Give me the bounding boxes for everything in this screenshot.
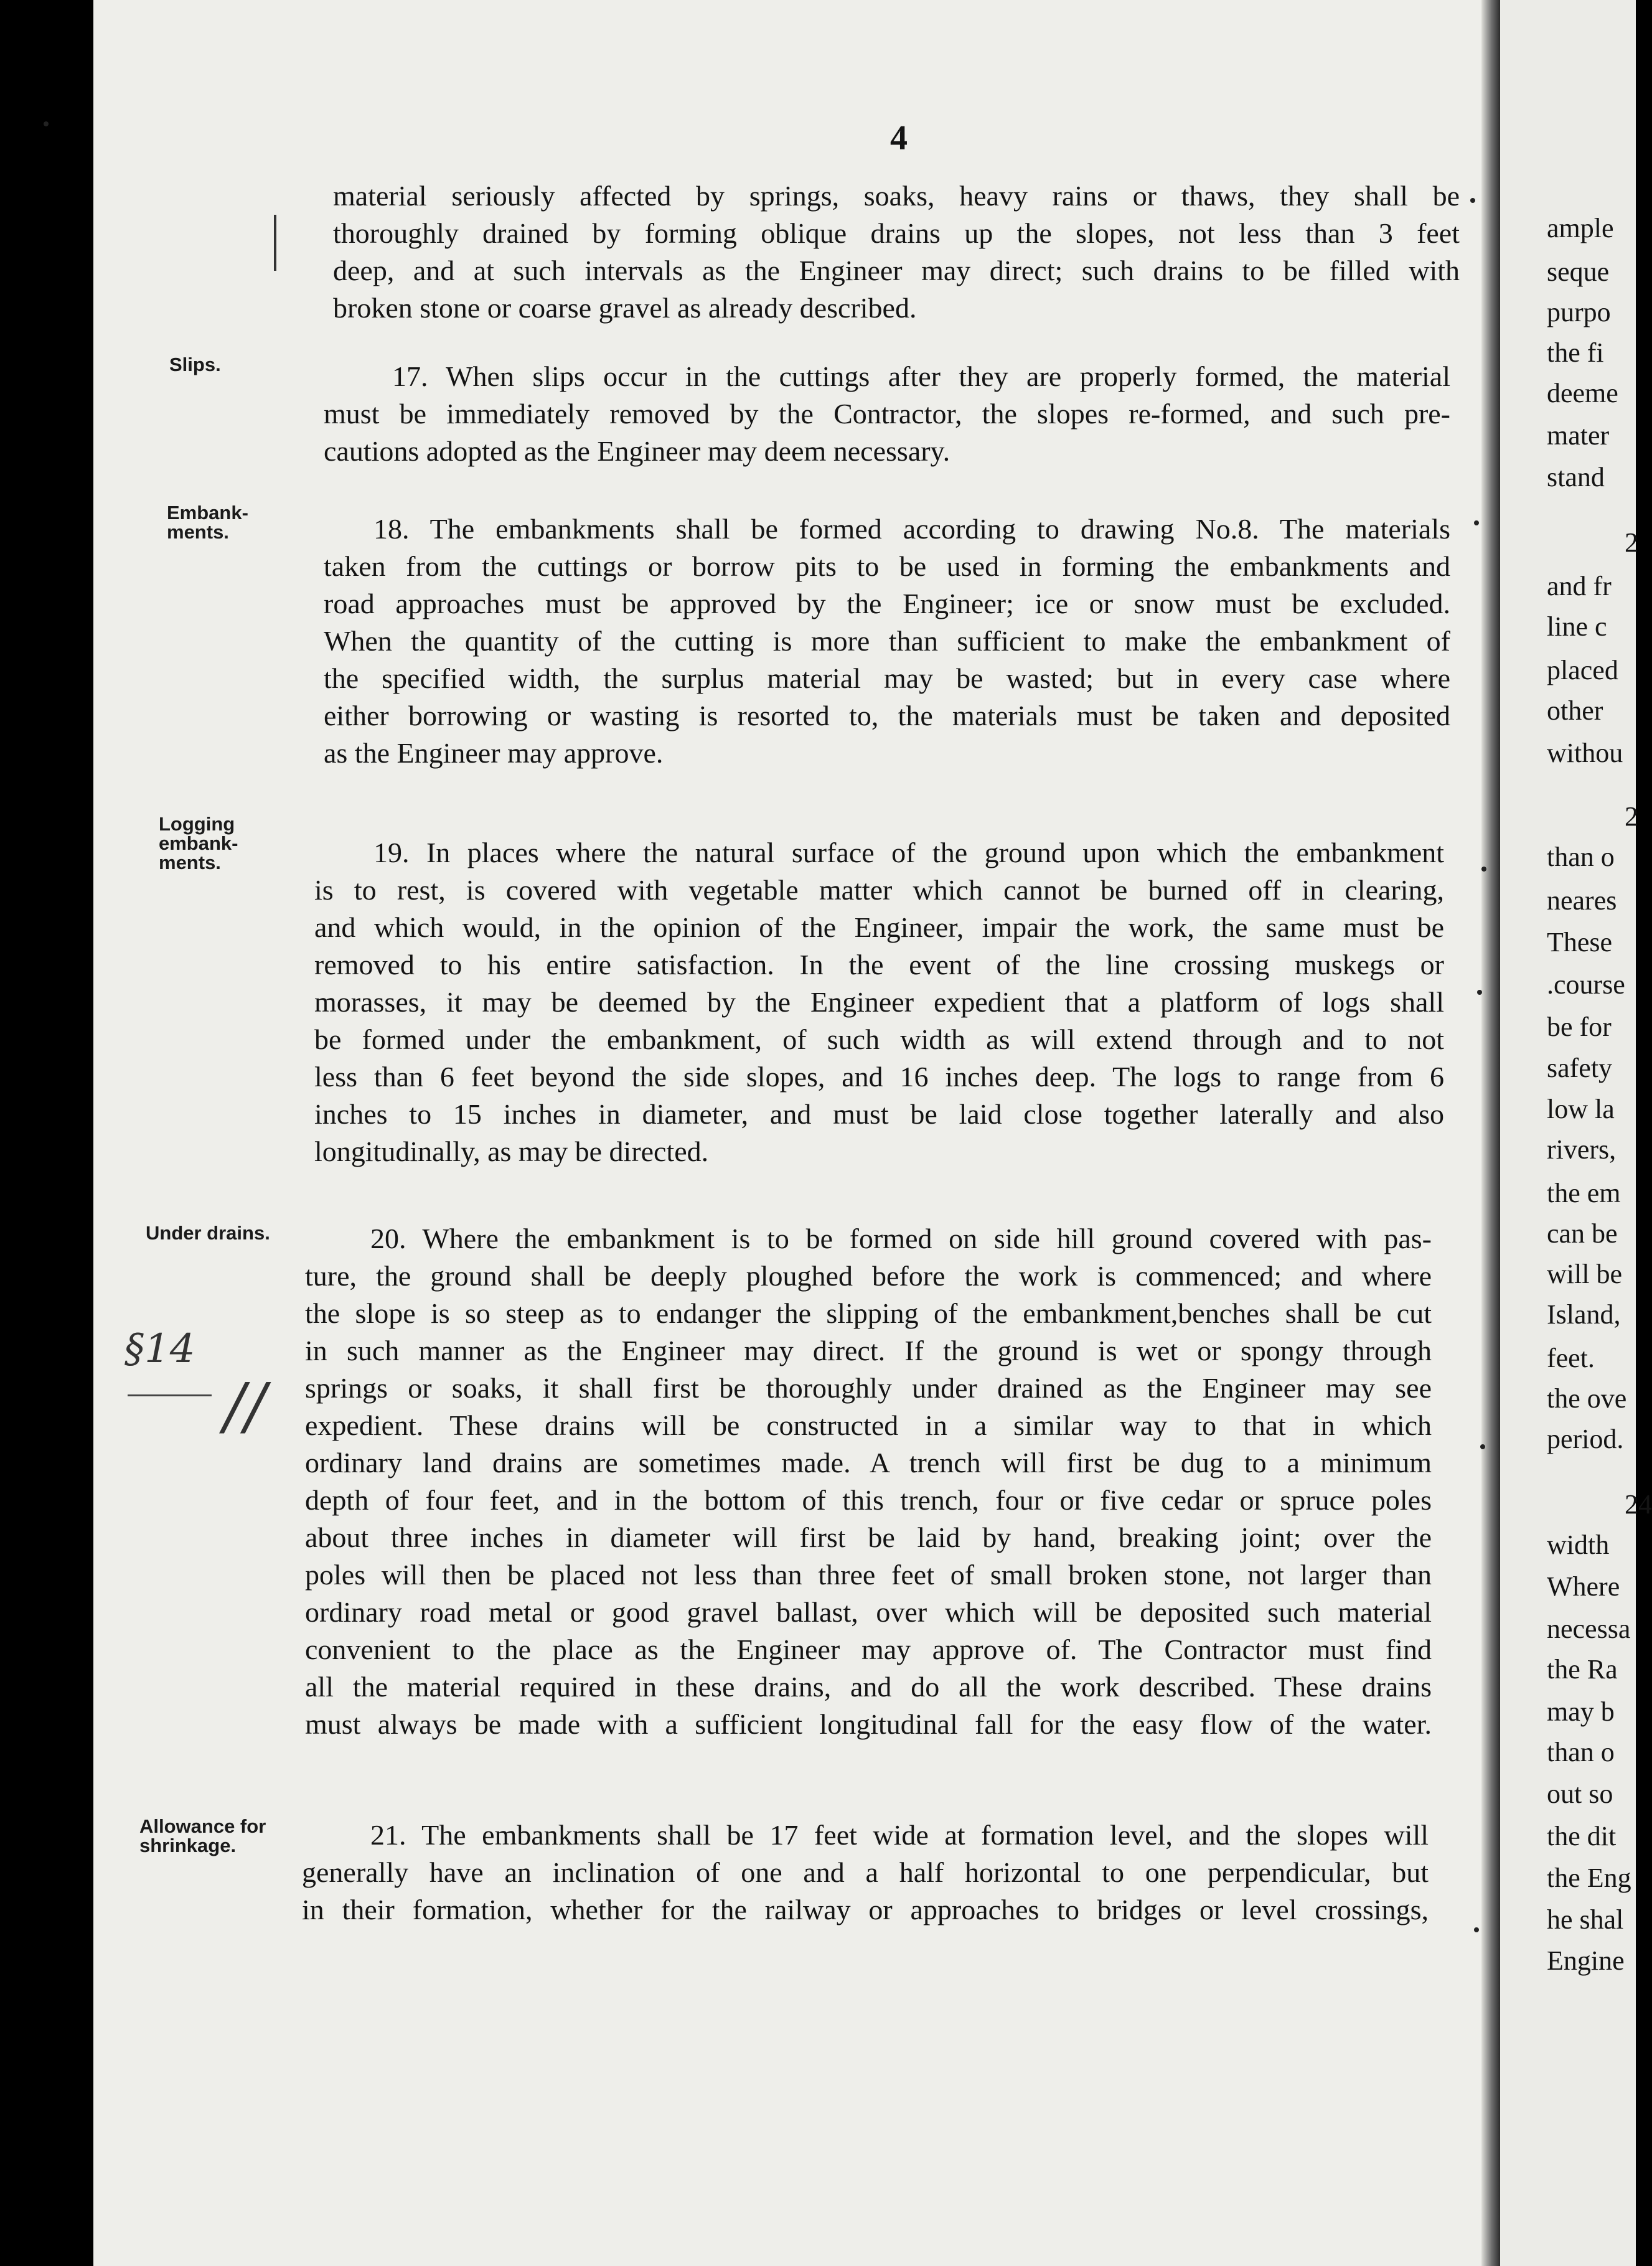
scan-speck	[44, 121, 49, 126]
text-line: as the Engineer may approve.	[324, 737, 664, 769]
text-line: generally have an inclination of one and a half horizontal to one perpendicular, but	[302, 1856, 1429, 1888]
adjacent-page-fragment: out so	[1547, 1779, 1613, 1809]
text-line: 18. The embankments shall be formed according to drawing No.8. The materials	[373, 513, 1450, 545]
text-line: ordinary land drains are sometimes made. A trench will first be dug to a minimum	[305, 1447, 1432, 1479]
margin-note-under-drains	[146, 1223, 270, 1243]
adjacent-page-fragment: width	[1547, 1530, 1610, 1560]
margin-note-allowance	[139, 1817, 266, 1855]
adjacent-page-fragment: .course	[1547, 969, 1625, 1000]
handwritten-strokes-text: //	[224, 1370, 266, 1442]
text-line: must be immediately removed by the Contractor, the slopes re-formed, and such pre-	[324, 398, 1450, 430]
margin-note-line: ments.	[159, 852, 221, 873]
adjacent-page-fragment: withou	[1547, 738, 1623, 768]
adjacent-page-fragment: the ove	[1547, 1383, 1627, 1414]
margin-note-line: Allowance for	[139, 1815, 266, 1837]
text-line: 20. Where the embankment is to be formed on side hill ground covered with pas-	[370, 1223, 1432, 1254]
margin-note-line: embank-	[159, 832, 238, 854]
text-line: ture, the ground shall be deeply ploughed before the work is commenced; and where	[305, 1260, 1432, 1292]
text-line: ordinary road metal or good gravel ballast, over which will be deposited such material	[305, 1596, 1432, 1628]
adjacent-page-fragment: safety	[1547, 1053, 1613, 1083]
text-line: longitudinally, as may be directed.	[314, 1135, 709, 1167]
adjacent-page-fragment: be for	[1547, 1012, 1612, 1042]
text-line: poles will then be placed not less than three feet of small broken stone, not larger than	[305, 1559, 1432, 1591]
adjacent-page-fragment: placed	[1547, 655, 1618, 685]
text-line: taken from the cuttings or borrow pits to be used in forming the embankments and	[324, 550, 1450, 582]
paragraph-17	[324, 358, 1450, 470]
text-line: inches to 15 inches in diameter, and must be laid close together laterally and also	[314, 1098, 1444, 1130]
text-line: thoroughly drained by forming oblique drains up the slopes, not less than 3 feet	[333, 217, 1460, 249]
adjacent-page-fragment: seque	[1547, 256, 1610, 287]
text-line: the specified width, the surplus material may be wasted; but in every case where	[324, 662, 1450, 694]
adjacent-page-fragment: will be	[1547, 1259, 1622, 1289]
adjacent-page-fragment: These	[1547, 927, 1613, 957]
text-line: material seriously affected by springs, soaks, heavy rains or thaws, they shall be	[333, 180, 1460, 212]
handwritten-section-text: §14	[124, 1326, 195, 1372]
text-line: deep, and at such intervals as the Engineer may direct; such drains to be filled with	[333, 255, 1460, 286]
adjacent-page-fragment: the dit	[1547, 1821, 1617, 1851]
margin-note-slips	[169, 355, 221, 374]
adjacent-page-fragment: necessa	[1547, 1614, 1631, 1644]
text-line: expedient. These drains will be constructed in a similar way to that in which	[305, 1409, 1432, 1441]
handwritten-section-mark	[124, 1326, 195, 1372]
text-line: less than 6 feet beyond the side slopes, and 16 inches deep. The logs to range from 6	[314, 1061, 1444, 1093]
adjacent-page-fragment: purpo	[1547, 297, 1611, 327]
text-line: convenient to the place as the Engineer may approve of. The Contractor must find	[305, 1634, 1432, 1665]
adjacent-page-fragment: stand	[1547, 462, 1605, 492]
text-line: in such manner as the Engineer may direct. If the ground is wet or spongy through	[305, 1335, 1432, 1366]
page-number: 4	[890, 119, 908, 157]
paragraph-18	[324, 510, 1450, 772]
adjacent-page-fragment: Island,	[1547, 1299, 1621, 1330]
scan-speck	[1470, 198, 1475, 203]
text-line: springs or soaks, it shall first be thoroughly under drained as the Engineer may see	[305, 1372, 1432, 1404]
adjacent-page-fragment: he shal	[1547, 1904, 1624, 1935]
text-line: must always be made with a sufficient longitudinal fall for the easy flow of the water.	[305, 1708, 1432, 1740]
text-line: road approaches must be approved by the Engineer; ice or snow must be excluded.	[324, 588, 1450, 619]
text-line: the slope is so steep as to endanger the slipping of the embankment,benches shall be cut	[305, 1297, 1432, 1329]
adjacent-page-fragment: other	[1547, 695, 1603, 726]
adjacent-page-fragment: mater	[1547, 420, 1610, 451]
margin-note-line: ments.	[167, 521, 229, 543]
adjacent-page-fragment: low la	[1547, 1094, 1615, 1124]
adjacent-page-fragment: deeme	[1547, 378, 1618, 408]
scan-speck	[1477, 990, 1482, 995]
scan-speck	[1474, 520, 1479, 525]
adjacent-page-fragment: can be	[1547, 1218, 1618, 1249]
adjacent-page-fragment: 24	[1625, 1489, 1652, 1520]
adjacent-page-fragment: 2	[1625, 527, 1638, 558]
text-line: cautions adopted as the Engineer may deem necessary.	[324, 435, 950, 467]
adjacent-page-fragment: the Ra	[1547, 1654, 1618, 1685]
scan-speck	[1481, 867, 1486, 872]
text-line: all the material required in these drains, and do all the work described. These drains	[305, 1671, 1432, 1703]
text-line: morasses, it may be deemed by the Engineer expedient that a platform of logs shall	[314, 986, 1444, 1018]
text-line: about three inches in diameter will first be laid by hand, breaking joint; over the	[305, 1521, 1432, 1553]
adjacent-page-fragment: Where	[1547, 1571, 1620, 1602]
scan-speck	[1480, 1444, 1485, 1449]
adjacent-page-fragment: feet.	[1547, 1343, 1595, 1373]
handwritten-strokes	[224, 1370, 266, 1442]
margin-note-line: Under drains.	[146, 1222, 270, 1244]
margin-bar	[274, 215, 276, 271]
adjacent-page-fragment: the Eng	[1547, 1863, 1631, 1893]
adjacent-page-fragment: the em	[1547, 1178, 1621, 1208]
page-gutter	[1481, 0, 1500, 2266]
adjacent-page-fragment: ample	[1547, 213, 1614, 243]
text-line: in their formation, whether for the railway or approaches to bridges or level crossings,	[302, 1894, 1429, 1925]
adjacent-page-fragment: and fr	[1547, 571, 1612, 601]
text-line: depth of four feet, and in the bottom of this trench, four or five cedar or spruce poles	[305, 1484, 1432, 1516]
adjacent-page-fragment: period.	[1547, 1424, 1624, 1454]
text-line: removed to his entire satisfaction. In the event of the line crossing muskegs or	[314, 949, 1444, 980]
margin-note-embankments	[167, 503, 248, 542]
adjacent-page	[1500, 0, 1652, 2266]
text-line: 17. When slips occur in the cuttings after they are properly formed, the material	[392, 360, 1450, 392]
paragraph-21	[302, 1817, 1429, 1929]
adjacent-page-fragment: the fi	[1547, 337, 1604, 368]
paragraph-19	[314, 834, 1444, 1170]
text-line: When the quantity of the cutting is more than sufficient to make the embankment of	[324, 625, 1450, 657]
text-line: and which would, in the opinion of the Engineer, impair the work, the same must be	[314, 911, 1444, 943]
adjacent-page-fragment: Engine	[1547, 1945, 1625, 1976]
adjacent-page-fragment: than o	[1547, 1737, 1615, 1767]
margin-note-line: Logging	[159, 813, 235, 835]
adjacent-page-fragment: 2	[1625, 801, 1638, 832]
margin-note-logging	[159, 814, 238, 872]
handwritten-underline	[128, 1394, 212, 1396]
text-line: broken stone or coarse gravel as already described.	[333, 292, 917, 324]
text-line: either borrowing or wasting is resorted to, the materials must be taken and deposited	[324, 700, 1450, 731]
adjacent-page-fragment: line c	[1547, 611, 1607, 642]
margin-note-line: Slips.	[169, 354, 221, 375]
text-line: be formed under the embankment, of such width as will extend through and to not	[314, 1023, 1444, 1055]
text-line: is to rest, is covered with vegetable matter which cannot be burned off in clearing,	[314, 874, 1444, 906]
paragraph-16-continued	[333, 177, 1460, 327]
margin-note-line: Embank-	[167, 502, 248, 524]
adjacent-page-fragment: may b	[1547, 1696, 1615, 1727]
text-line: 19. In places where the natural surface of the ground upon which the embankment	[373, 837, 1444, 868]
adjacent-page-fragment: neares	[1547, 885, 1617, 916]
scan-speck	[1474, 1927, 1479, 1932]
margin-note-line: shrinkage.	[139, 1835, 237, 1856]
text-line: 21. The embankments shall be 17 feet wide at formation level, and the slopes will	[370, 1819, 1429, 1851]
adjacent-page-fragment: rivers,	[1547, 1134, 1617, 1165]
paragraph-20	[305, 1220, 1432, 1743]
adjacent-page-fragment: than o	[1547, 842, 1615, 872]
